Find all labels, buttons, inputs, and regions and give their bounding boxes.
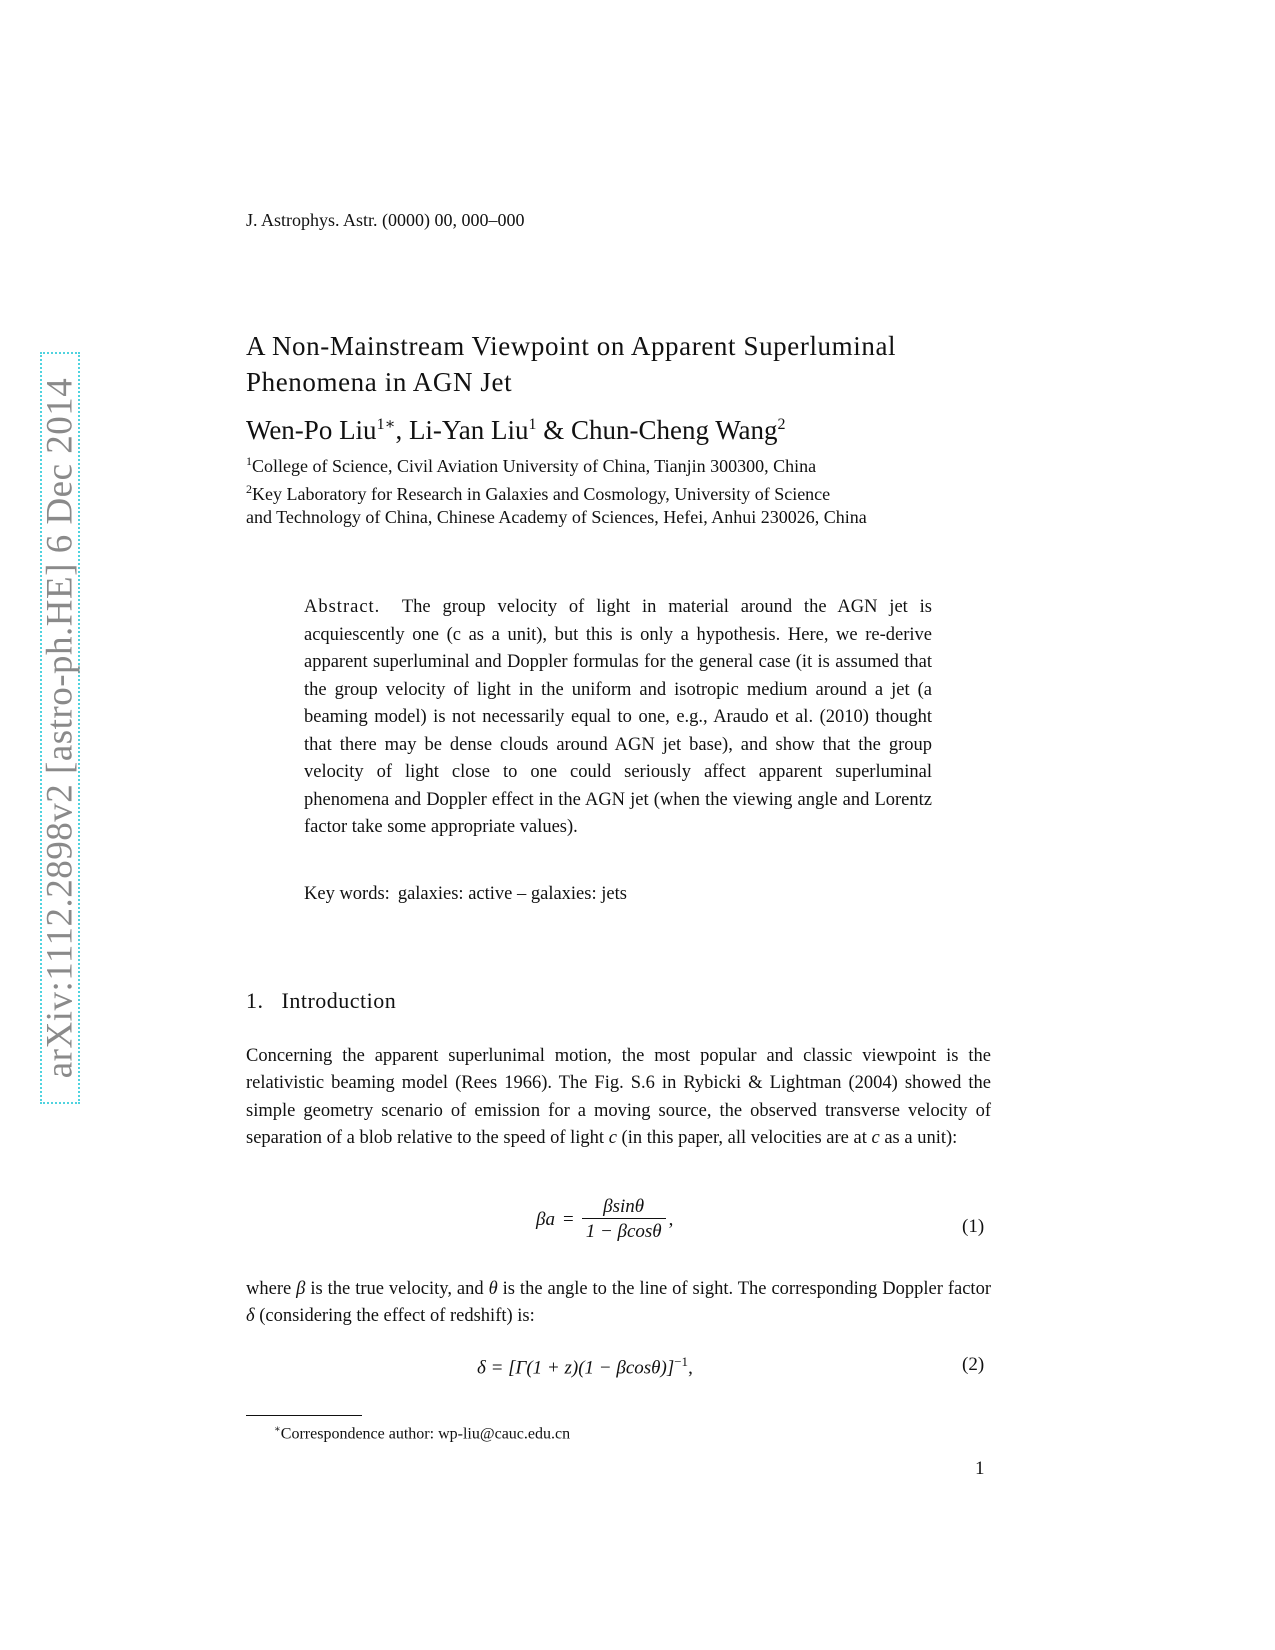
author-separator: ,	[395, 415, 409, 445]
fraction-numerator: βsinθ	[603, 1196, 645, 1217]
author-list	[246, 414, 786, 446]
footnote-marker: ∗	[274, 1424, 281, 1435]
math-c: c	[871, 1127, 880, 1148]
equation-2-number: (2)	[962, 1354, 985, 1375]
abstract-label: Abstract.	[304, 597, 381, 617]
affiliation-2-continued: and Technology of China, Chinese Academy of Sciences, Hefei, Anhui 230026, China	[246, 507, 867, 527]
footnote-rule	[246, 1415, 362, 1416]
equation-1	[536, 1196, 673, 1243]
author-separator: &	[536, 415, 571, 445]
author-affil-mark: 2	[777, 416, 786, 433]
author-name: Wen-Po Liu	[246, 415, 377, 445]
arxiv-id: arXiv:1112.2898v2 [astro-ph.HE] 6 Dec 2014	[39, 377, 81, 1079]
title-line-2: Phenomena in AGN Jet	[246, 367, 513, 397]
section-title: Introduction	[281, 988, 397, 1013]
keywords-label: Key words:	[304, 884, 390, 904]
arxiv-stamp	[40, 352, 80, 1104]
math-c: c	[608, 1127, 617, 1148]
keywords-value: galaxies: active – galaxies: jets	[397, 884, 627, 904]
intro-paragraph-2: where β is the true velocity, and θ is the angle to the line of sight. The corresponding Doppler factor δ (considering the effect of redshift) is:	[246, 1279, 991, 1327]
footnote-text: Correspondence author: wp-liu@cauc.edu.cn	[280, 1425, 571, 1443]
equation-2-comma: ,	[688, 1357, 693, 1379]
footnote	[274, 1424, 570, 1443]
section-number: 1.	[246, 988, 264, 1013]
math-delta: δ	[246, 1306, 255, 1327]
equals-sign: =	[562, 1208, 574, 1230]
equation-2-exponent: −1	[674, 1354, 689, 1369]
equation-2-body: δ = [Γ(1 + z)(1 − βcosθ)]	[477, 1357, 675, 1379]
equation-2	[477, 1354, 693, 1379]
author-name: Li-Yan Liu	[408, 415, 529, 445]
equation-1-number: (1)	[962, 1216, 985, 1237]
abstract	[304, 594, 932, 842]
paper-title	[246, 328, 1006, 400]
affiliation-1: $^1$College of Science, Civil Aviation University of China, Tianjin 300300, China	[246, 454, 817, 476]
author-affil-mark: 1∗	[376, 416, 396, 433]
affiliations	[246, 450, 1006, 529]
keywords	[304, 884, 627, 905]
abstract-text: The group velocity of light in material around the AGN jet is acquiescently one (c as a unit), but this is only a hypothesis. Here, we re-derive apparent superluminal and Doppler formulas for the general case (it is assumed that the group velocity of light in the uniform and isotropic medium around a jet (a beaming model) is not necessarily equal to one, e.g., Araudo et al. (2010) thought that there may be dense clouds around AGN jet base), and show that the group velocity of light close to one could seriously affect apparent superluminal phenomena and Doppler effect in the AGN jet (when the viewing angle and Lorentz factor take some appropriate values).	[304, 597, 932, 837]
author-name: Chun-Cheng Wang	[570, 415, 778, 445]
journal-line: J. Astrophys. Astr. (0000) 00, 000–000	[246, 210, 525, 230]
fraction-denominator: 1 − βcosθ	[582, 1218, 666, 1243]
section-heading	[246, 988, 396, 1014]
page-number: 1	[975, 1458, 985, 1479]
equation-1-comma: ,	[668, 1208, 674, 1230]
author-affil-mark: 1	[528, 416, 537, 433]
math-theta: θ	[488, 1279, 498, 1299]
math-beta: β	[296, 1279, 306, 1299]
title-line-1: A Non-Mainstream Viewpoint on Apparent Superluminal	[246, 331, 897, 361]
intro-paragraph-1: Concerning the apparent superlunimal motion, the most popular and classic viewpoint is the relativistic beaming model (Rees 1966). The Fig. S.6 in Rybicki & Lightman (2004) showed the simple geometry scenario of emission for a moving source, the observed transverse velocity of separation of a blob relative to the speed of light c (in this paper, all velocities are at c as a unit):	[246, 1046, 991, 1148]
affiliation-2: $^2$Key Laboratory for Research in Galaxies and Cosmology, University of Science	[246, 482, 831, 504]
equation-1-fraction	[582, 1196, 666, 1243]
equation-1-lhs: βa	[536, 1208, 555, 1230]
